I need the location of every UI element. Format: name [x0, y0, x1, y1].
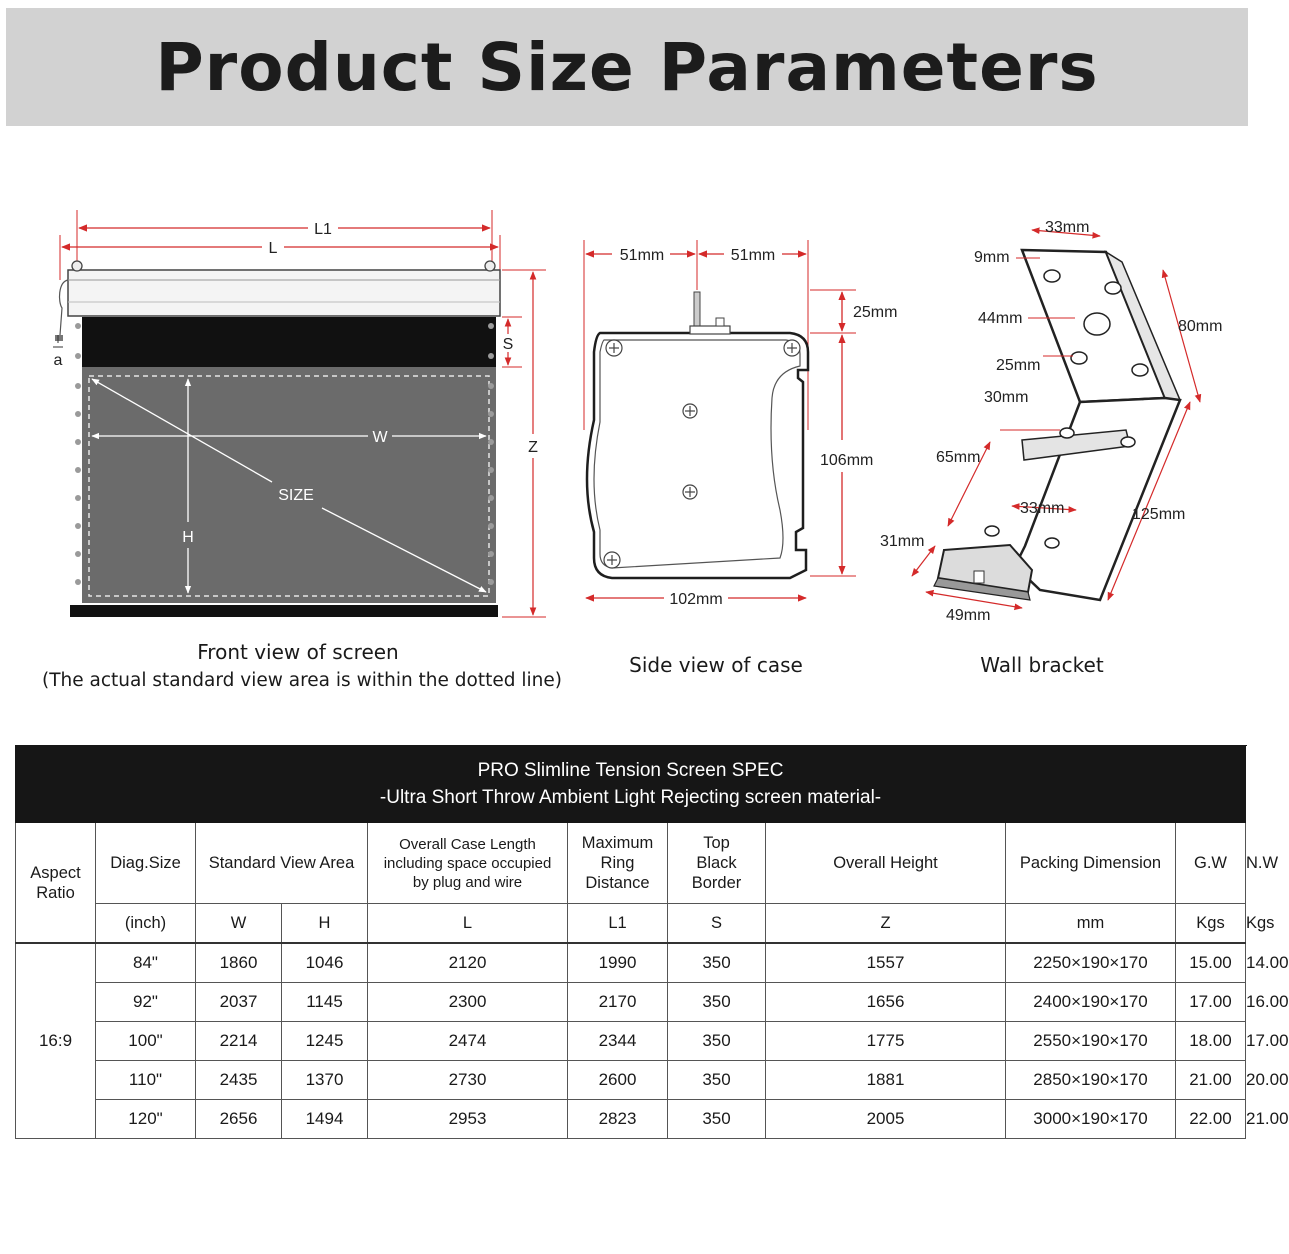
- cell-l1: 2344: [568, 1022, 668, 1061]
- cell-z: 1557: [766, 943, 1006, 983]
- diagrams: [0, 130, 1254, 710]
- side-top-dim: 25mm: [853, 304, 898, 321]
- bracket-top-width-dim: 33mm: [1045, 219, 1090, 236]
- wall-bracket-caption: Wall bracket: [980, 653, 1104, 677]
- cell-s: 350: [668, 1100, 766, 1139]
- bottom-bar: [70, 605, 498, 617]
- table-row: [16, 983, 1246, 1022]
- cell-w: 2037: [196, 983, 282, 1022]
- header-standard-view-area: Standard View Area: [196, 823, 368, 904]
- cell-l: 2474: [368, 1022, 568, 1061]
- spec-title-line1: PRO Slimline Tension Screen SPEC: [477, 760, 784, 781]
- unit-gw: Kgs: [1176, 904, 1246, 944]
- bracket-hole-offset-dim: 9mm: [974, 249, 1010, 266]
- spec-table-title: [16, 746, 1246, 823]
- cell-gw: 22.00: [1176, 1100, 1246, 1139]
- side-height-dim: 106mm: [820, 452, 874, 469]
- bracket-hole-spacing-dim: 44mm: [978, 310, 1023, 327]
- bracket-lower-length-dim: 125mm: [1132, 506, 1186, 523]
- cell-s: 350: [668, 943, 766, 983]
- cell-h: 1245: [282, 1022, 368, 1061]
- cell-h: 1145: [282, 983, 368, 1022]
- table-row: [16, 1100, 1246, 1139]
- bracket-hole-lower-dim: 25mm: [996, 357, 1041, 374]
- unit-z: Z: [766, 904, 1006, 944]
- aspect-ratio-value: 16:9: [16, 943, 96, 1139]
- bracket-upper-length-dim: 80mm: [1178, 318, 1223, 335]
- l1-label: L1: [314, 221, 332, 238]
- title-banner: [6, 8, 1248, 126]
- cell-packing: 3000×190×170: [1006, 1100, 1176, 1139]
- cell-h: 1494: [282, 1100, 368, 1139]
- cell-diag: 84": [96, 943, 196, 983]
- cell-packing: 2850×190×170: [1006, 1061, 1176, 1100]
- h-label: H: [182, 529, 194, 546]
- unit-s: S: [668, 904, 766, 944]
- bracket-lip-dim: 31mm: [880, 533, 925, 550]
- cell-w: 2214: [196, 1022, 282, 1061]
- spec-table: [15, 745, 1289, 1139]
- case-profile: [587, 333, 808, 578]
- a-label: a: [53, 352, 63, 369]
- cell-l: 2300: [368, 983, 568, 1022]
- page-title: Product Size Parameters: [155, 28, 1099, 106]
- side-left-half-dim: 51mm: [619, 247, 665, 264]
- unit-l: L: [368, 904, 568, 944]
- cell-h: 1046: [282, 943, 368, 983]
- table-row: [16, 1022, 1246, 1061]
- side-right-half-dim: 51mm: [730, 247, 776, 264]
- unit-diag: (inch): [96, 904, 196, 944]
- header-gw: G.W: [1176, 823, 1246, 904]
- bracket-base-width-dim: 49mm: [946, 607, 991, 624]
- cell-z: 1881: [766, 1061, 1006, 1100]
- cell-packing: 2400×190×170: [1006, 983, 1176, 1022]
- header-overall-height: Overall Height: [766, 823, 1006, 904]
- cell-l1: 2823: [568, 1100, 668, 1139]
- cell-gw: 21.00: [1176, 1061, 1246, 1100]
- l-label: L: [268, 240, 278, 257]
- header-diag-size: Diag.Size: [96, 823, 196, 904]
- cell-gw: 15.00: [1176, 943, 1246, 983]
- header-top-black-border: Top Black Border: [668, 823, 766, 904]
- cell-diag: 100": [96, 1022, 196, 1061]
- cell-z: 1656: [766, 983, 1006, 1022]
- top-black-border: [82, 317, 496, 367]
- spec-title-line2: -Ultra Short Throw Ambient Light Rejecting screen material-: [379, 787, 882, 808]
- cell-l: 2953: [368, 1100, 568, 1139]
- bracket-lower-width-dim: 33mm: [1020, 500, 1065, 517]
- screen-case: [68, 270, 500, 316]
- w-label: W: [372, 429, 388, 446]
- cell-diag: 92": [96, 983, 196, 1022]
- bracket-lower-plate: [1015, 398, 1180, 600]
- cell-diag: 110": [96, 1061, 196, 1100]
- cell-gw: 17.00: [1176, 983, 1246, 1022]
- cell-gw: 18.00: [1176, 1022, 1246, 1061]
- front-view-diagram: [42, 210, 562, 691]
- front-view-note: (The actual standard view area is within the dotted line): [42, 670, 562, 691]
- table-row: [16, 943, 1246, 983]
- cell-packing: 2550×190×170: [1006, 1022, 1176, 1061]
- front-view-caption: Front view of screen: [197, 640, 399, 664]
- unit-w: W: [196, 904, 282, 944]
- screen-surface: [82, 367, 496, 603]
- z-label: Z: [528, 439, 538, 456]
- cell-w: 1860: [196, 943, 282, 983]
- cell-diag: 120": [96, 1100, 196, 1139]
- side-view-caption: Side view of case: [629, 653, 803, 677]
- size-label: SIZE: [278, 487, 314, 504]
- cell-l: 2120: [368, 943, 568, 983]
- header-packing-dimension: Packing Dimension: [1006, 823, 1176, 904]
- cell-s: 350: [668, 1061, 766, 1100]
- cell-s: 350: [668, 983, 766, 1022]
- cell-w: 2656: [196, 1100, 282, 1139]
- bracket-lower-span-dim: 65mm: [936, 449, 981, 466]
- header-max-ring-distance: Maximum Ring Distance: [568, 823, 668, 904]
- side-width-dim: 102mm: [669, 591, 723, 608]
- table-row: [16, 1061, 1246, 1100]
- cell-packing: 2250×190×170: [1006, 943, 1176, 983]
- unit-l1: L1: [568, 904, 668, 944]
- header-overall-case-length: Overall Case Length including space occupied by plug and wire: [368, 823, 568, 904]
- wall-bracket-diagram: [880, 219, 1222, 677]
- side-view-diagram: [584, 240, 897, 677]
- cell-s: 350: [668, 1022, 766, 1061]
- cell-z: 2005: [766, 1100, 1006, 1139]
- cell-l1: 2170: [568, 983, 668, 1022]
- unit-packing: mm: [1006, 904, 1176, 944]
- header-aspect-ratio: Aspect Ratio: [16, 823, 96, 944]
- unit-h: H: [282, 904, 368, 944]
- cell-h: 1370: [282, 1061, 368, 1100]
- s-label: S: [502, 336, 514, 353]
- cell-l: 2730: [368, 1061, 568, 1100]
- cell-l1: 2600: [568, 1061, 668, 1100]
- cell-w: 2435: [196, 1061, 282, 1100]
- bracket-bend-dim: 30mm: [984, 389, 1029, 406]
- cell-l1: 1990: [568, 943, 668, 983]
- cell-z: 1775: [766, 1022, 1006, 1061]
